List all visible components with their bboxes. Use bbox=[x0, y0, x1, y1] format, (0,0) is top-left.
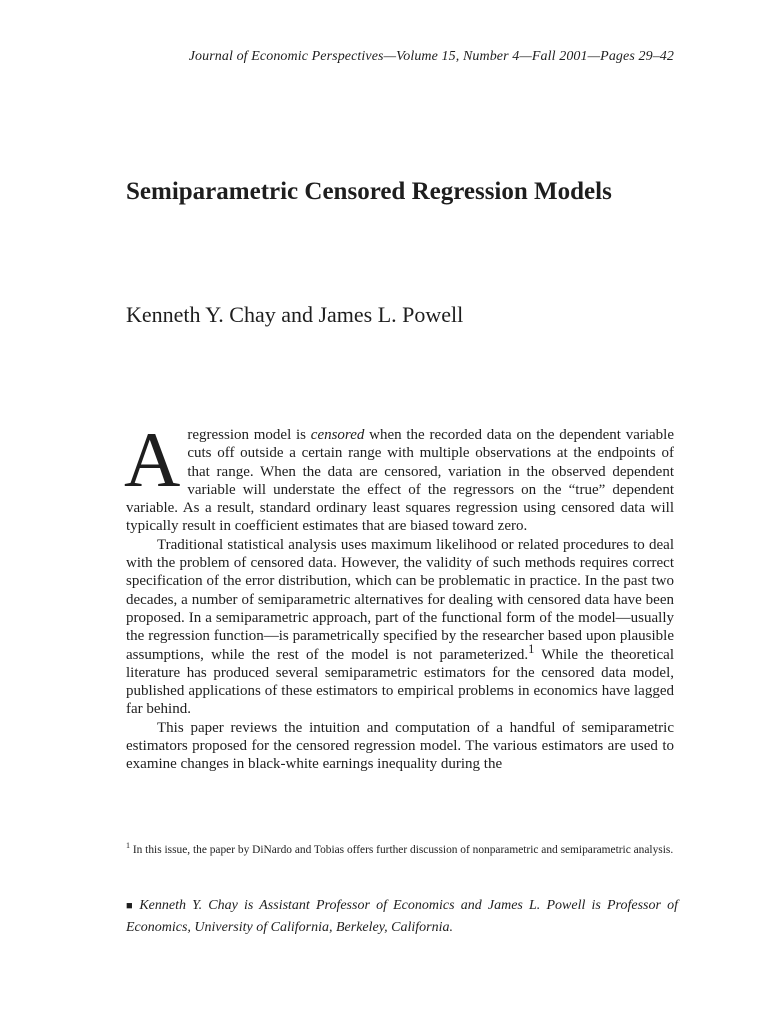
paragraph-1 bbox=[124, 416, 674, 536]
running-head: Journal of Economic Perspectives—Volume 15, Number 4—Fall 2001—Pages 29–42 bbox=[188, 49, 674, 64]
paragraph-2-text-a: Traditional statistical analysis uses maximum likelihood or related procedures to deal with the problem of censored data. However, the validity of such methods requires correct specification of the error distribution, which can be problematic in practice. In the past two decades, a number of semiparametric alternatives for dealing with censored data have been proposed. In a semiparametric approach, part of the functional form of the model—usually the regression function—is parametrically specified by the researcher based upon plausible assumptions, while the rest of the model is not parameterized. bbox=[126, 536, 674, 663]
footnote-mark: 1 bbox=[126, 841, 130, 851]
footnote-reference[interactable]: 1 bbox=[528, 641, 535, 656]
paragraph-3: This paper reviews the intuition and computation of a handful of semiparametric estimators proposed for the censored regression model. The various estimators are used to examine changes in black-white earnings inequality during the bbox=[126, 719, 674, 773]
paragraph-1-text-b: when the recorded data on the dependent variable cuts off outside a certain range with multiple observations at the endpoints of that range. When the data are censored, variation in the observed dependent variable will understate the effect of the regressors on the “true” dependent variable. As a result, standard ordinary least squares regression using censored data will typically result in coefficient estimates that are biased toward zero. bbox=[126, 427, 674, 535]
article-body bbox=[124, 416, 674, 774]
footnote bbox=[126, 843, 674, 859]
article-title: Semiparametric Censored Regression Models bbox=[126, 178, 612, 205]
author-bio bbox=[126, 895, 678, 938]
footnote-text: In this issue, the paper by DiNardo and Tobias offers further discussion of nonparametric and semiparametric analysis. bbox=[130, 844, 674, 856]
paragraph-2 bbox=[126, 536, 674, 719]
article-authors: Kenneth Y. Chay and James L. Powell bbox=[126, 302, 464, 327]
paragraph-2-text-b: While the theoretical literature has produced several semiparametric estimators for the censored data model, published applications of these estimators to empirical problems in economics have lagged far behind. bbox=[126, 646, 674, 718]
emphasis-censored: censored bbox=[310, 427, 365, 443]
author-bio-text: Kenneth Y. Chay is Assistant Professor of Economics and James L. Powell is Professor of Economics, University of California, Berkeley, California. bbox=[126, 898, 678, 935]
bullet-icon: ■ bbox=[126, 900, 136, 912]
paragraph-1-text-a: regression model is bbox=[187, 427, 311, 443]
drop-cap: A bbox=[124, 416, 181, 503]
